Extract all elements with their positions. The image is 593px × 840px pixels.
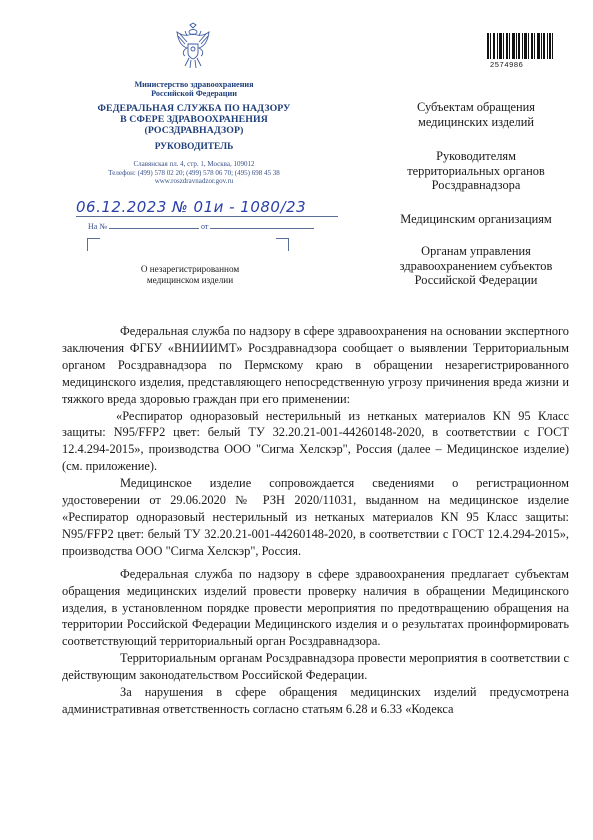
addressee-subjects: Субъектам обращения медицинских изделий	[417, 100, 535, 129]
letter-body	[62, 323, 569, 718]
barcode	[487, 33, 553, 59]
subject-bracket-right	[276, 238, 289, 251]
subject-bracket-left	[87, 238, 100, 251]
ot-field	[210, 228, 314, 229]
barcode-number: 2574986	[490, 60, 524, 69]
addressee-health-authorities: Органам управления здравоохранением субъектов Российской Федерации	[399, 244, 553, 287]
addressee-territorial-heads: Руководителям территориальных органов Росздравнадзора	[407, 149, 545, 192]
letter-subject: О незарегистрированном медицинском изделии	[140, 264, 240, 285]
ministry-name: Министерство здравоохранения Российской Федерации	[134, 80, 254, 98]
body-paragraph-4: Федеральная служба по надзору в сфере здравоохранения предлагает субъектам обращения медицинских изделий провести проверку наличия в обращении Медицинского изделия, в установленном порядке провести мероприятия по предотвращению обращения на территории Российской Федерации Медицинского изделия и о результатах проинформировать соответствующий территориальный орган Росздравнадзора.	[62, 566, 569, 649]
na-no-field	[109, 228, 199, 229]
reply-reference	[88, 222, 314, 231]
head-title: РУКОВОДИТЕЛЬ	[154, 142, 234, 152]
agency-address: Славянская пл. 4, стр. 1, Москва, 109012 Телефон: (499) 578 02 20; (499) 578 06 70; (495) 698 45 38 www.roszdravnadzor.gov.ru	[108, 160, 280, 185]
reg-underline	[76, 216, 338, 217]
body-paragraph-1: Федеральная служба по надзору в сфере здравоохранения на основании экспертного заключения ФГБУ «ВНИИИМТ» Росздравнадзора сообщает о выявлении Территориальным органом Росздравнадзора по Пермскому краю в обращении незарегистрированного медицинского изделия, представляющего непосредственную угрозу причинения вреда жизни и тяжкого вреда здоровью граждан при его применении:	[62, 324, 569, 406]
body-paragraph-2: «Респиратор одноразовый нестерильный из нетканых материалов KN 95 Класс защиты: N95/FFP2 цвет: белый ТУ 32.20.21-001-44260148-2020, в соответствии с ГОСТ 12.4.294-2015», производства ООО "Сигма Хелскэр", Россия (далее – Медицинское изделие) (см. приложение).	[62, 408, 569, 474]
ot-label: от	[200, 222, 209, 231]
na-no-label: На №	[88, 222, 107, 231]
body-paragraph-6: За нарушения в сфере обращения медицинских изделий предусмотрена административная ответственность согласно статьям 6.28 и 6.33 «Кодекса	[62, 685, 569, 716]
agency-name: ФЕДЕРАЛЬНАЯ СЛУЖБА ПО НАДЗОРУ В СФЕРЕ ЗДРАВООХРАНЕНИЯ (РОСЗДРАВНАДЗОР)	[97, 103, 291, 136]
coat-of-arms-emblem	[173, 22, 213, 74]
body-paragraph-5: Территориальным органам Росздравнадзора провести мероприятия в соответствии с действующим законодательством Российской Федерации.	[62, 651, 569, 683]
body-paragraph-3: Медицинское изделие сопровождается сведениями о регистрационном удостоверении от 29.06.2020 № РЗН 2020/11031, выданном на медицинское изделие «Респиратор одноразовый нестерильный из нетканых материалов KN 95 Класс защиты: N95/FFP2 цвет: белый ТУ 32.20.21-001-44260148-2020, в соответствии с ГОСТ 12.4.294-2015», производства ООО "Сигма Хелскэр", Россия.	[62, 476, 569, 558]
registration-number: 06.12.2023 № 01и - 1080/23	[76, 198, 307, 216]
addressee-medical-orgs: Медицинским организациям	[400, 212, 552, 226]
